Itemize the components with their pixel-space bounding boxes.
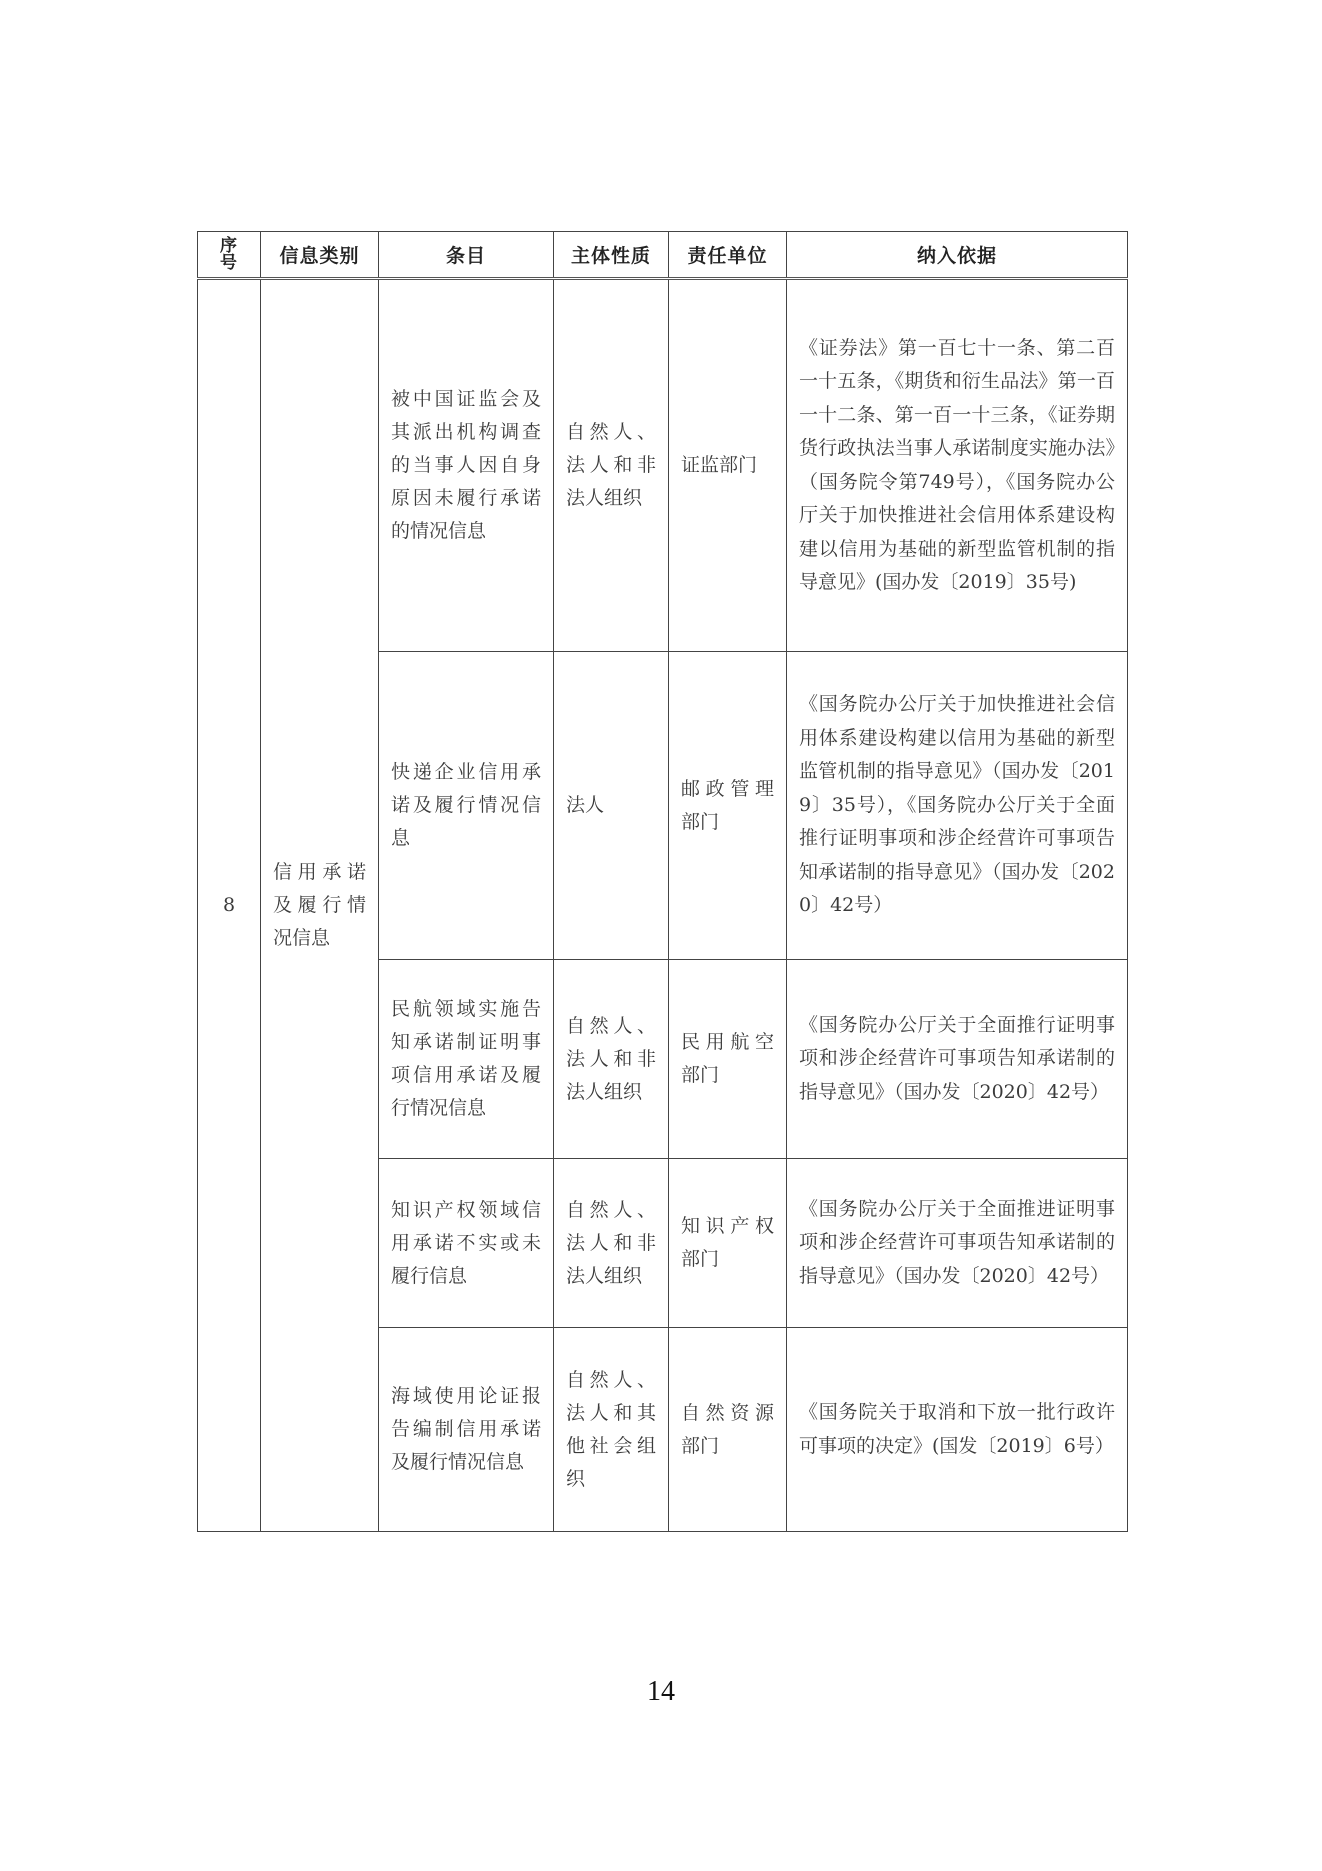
header-category: 信息类别: [261, 232, 379, 279]
subject-nature-cell: [554, 960, 669, 1159]
basis-value: 《国务院关于取消和下放一批行政许可事项的决定》(国发〔2019〕6号）: [799, 1401, 1115, 1457]
basis-cell: [787, 960, 1128, 1159]
category-cell: [261, 279, 379, 1532]
item-cell: [379, 279, 554, 652]
header-subject-nature: 主体性质: [554, 232, 669, 279]
basis-value: 《证券法》第一百七十一条、第二百一十五条，《期货和衍生品法》第一百一十二条、第一百一十三条，《证券期货行政执法当事人承诺制度实施办法》（国务院令第749号），《国务院办公厅关于加快推进社会信用体系建设构建以信用为基础的新型监管机制的指导意见》(国办发〔2019〕35号): [799, 336, 1115, 593]
subject-nature-cell: [554, 1159, 669, 1328]
basis-cell: [787, 279, 1128, 652]
header-seq-label: 序号: [220, 235, 238, 273]
subject-nature-cell: [554, 279, 669, 652]
basis-cell: [787, 652, 1128, 960]
table-header-row: [198, 232, 1128, 279]
subject-nature-value: 自然人、法人和非法人组织: [566, 421, 656, 509]
responsible-unit-cell: [669, 279, 787, 652]
item-value: 民航领域实施告知承诺制证明事项信用承诺及履行情况信息: [391, 998, 541, 1119]
basis-cell: [787, 1159, 1128, 1328]
item-value: 被中国证监会及其派出机构调查的当事人因自身原因未履行承诺的情况信息: [391, 388, 541, 542]
item-cell: [379, 652, 554, 960]
basis-value: 《国务院办公厅关于加快推进社会信用体系建设构建以信用为基础的新型监管机制的指导意见》（国办发〔2019〕35号），《国务院办公厅关于全面推行证明事项和涉企经营许可事项告知承诺制的指导意见》（国办发〔2020〕42号）: [799, 693, 1115, 917]
basis-value: 《国务院办公厅关于全面推行证明事项和涉企经营许可事项告知承诺制的指导意见》（国办发〔2020〕42号）: [799, 1013, 1115, 1103]
header-item: 条目: [379, 232, 554, 279]
responsible-unit-value: 自然资源部门: [681, 1401, 774, 1457]
seq-cell: [198, 279, 261, 1532]
header-responsible-unit: 责任单位: [669, 232, 787, 279]
responsible-unit-cell: [669, 652, 787, 960]
seq-value: 8: [222, 894, 236, 916]
responsible-unit-cell: [669, 960, 787, 1159]
credit-info-table: [197, 231, 1128, 1532]
header-basis: 纳入依据: [787, 232, 1128, 279]
header-seq: [198, 232, 261, 279]
responsible-unit-value: 邮政管理部门: [681, 777, 774, 833]
item-cell: [379, 960, 554, 1159]
subject-nature-value: 自然人、法人和其他社会组织: [566, 1368, 656, 1490]
item-value: 知识产权领域信用承诺不实或未履行信息: [391, 1198, 541, 1287]
subject-nature-value: 自然人、法人和非法人组织: [566, 1198, 656, 1287]
item-value: 海域使用论证报告编制信用承诺及履行情况信息: [391, 1385, 541, 1473]
subject-nature-cell: [554, 652, 669, 960]
item-value: 快递企业信用承诺及履行情况信息: [391, 761, 541, 849]
item-cell: [379, 1159, 554, 1328]
responsible-unit-value: 证监部门: [681, 454, 758, 476]
subject-nature-value: 自然人、法人和非法人组织: [566, 1014, 656, 1103]
basis-value: 《国务院办公厅关于全面推进证明事项和涉企经营许可事项告知承诺制的指导意见》（国办发〔2020〕42号）: [799, 1197, 1115, 1287]
responsible-unit-cell: [669, 1159, 787, 1328]
basis-cell: [787, 1328, 1128, 1532]
category-value: 信用承诺及履行情况信息: [273, 861, 366, 949]
table-row: [198, 279, 1128, 652]
responsible-unit-cell: [669, 1328, 787, 1532]
subject-nature-value: 法人: [566, 794, 605, 816]
responsible-unit-value: 民用航空部门: [681, 1031, 774, 1086]
responsible-unit-value: 知识产权部门: [681, 1215, 774, 1270]
page-number: 14: [647, 1676, 675, 1707]
item-cell: [379, 1328, 554, 1532]
subject-nature-cell: [554, 1328, 669, 1532]
